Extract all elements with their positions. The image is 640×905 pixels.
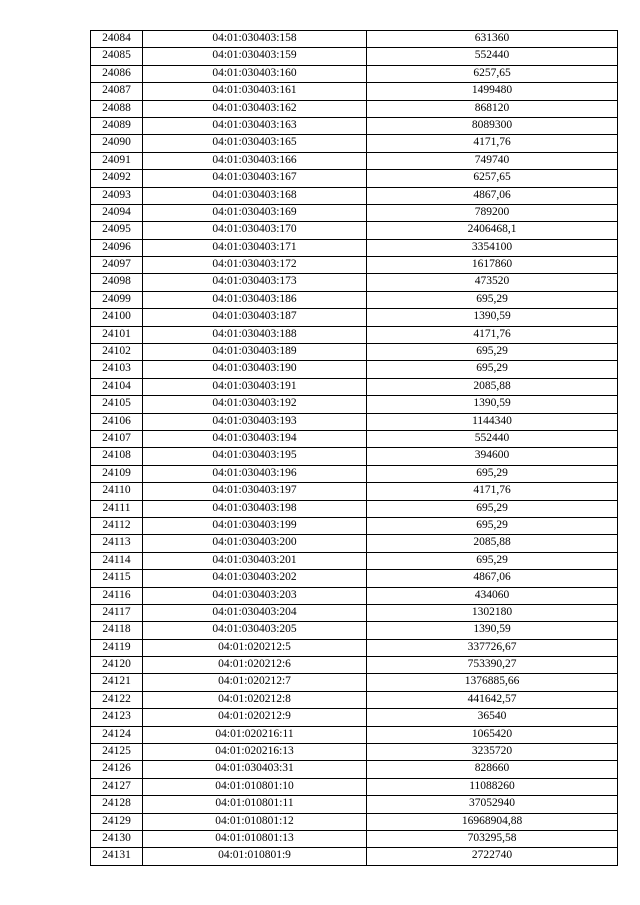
cadastral-value-cell: 552440: [367, 430, 618, 447]
row-number-cell: 24121: [91, 674, 143, 691]
table-row: [91, 117, 618, 134]
cadastral-number-cell: 04:01:030403:165: [143, 135, 367, 152]
cadastral-value-cell: 441642,57: [367, 691, 618, 708]
table-row: [91, 100, 618, 117]
cadastral-number-cell: 04:01:020212:6: [143, 657, 367, 674]
table-row: [91, 604, 618, 621]
table-row: [91, 257, 618, 274]
cadastral-number-cell: 04:01:020216:13: [143, 744, 367, 761]
table-row: [91, 761, 618, 778]
cadastral-number-cell: 04:01:030403:167: [143, 170, 367, 187]
cadastral-number-cell: 04:01:030403:173: [143, 274, 367, 291]
table-row: [91, 378, 618, 395]
cadastral-value-cell: 6257,65: [367, 170, 618, 187]
cadastral-value-cell: 631360: [367, 31, 618, 48]
cadastral-number-cell: 04:01:030403:162: [143, 100, 367, 117]
cadastral-value-cell: 695,29: [367, 465, 618, 482]
row-number-cell: 24085: [91, 48, 143, 65]
cadastral-value-cell: 434060: [367, 587, 618, 604]
cadastral-value-cell: 1144340: [367, 413, 618, 430]
row-number-cell: 24108: [91, 448, 143, 465]
cadastral-value-cell: 695,29: [367, 344, 618, 361]
cadastral-number-cell: 04:01:030403:187: [143, 309, 367, 326]
row-number-cell: 24114: [91, 552, 143, 569]
cadastral-value-cell: 753390,27: [367, 657, 618, 674]
cadastral-number-cell: 04:01:020212:5: [143, 639, 367, 656]
cadastral-number-cell: 04:01:030403:205: [143, 622, 367, 639]
cadastral-number-cell: 04:01:030403:197: [143, 483, 367, 500]
cadastral-number-cell: 04:01:010801:10: [143, 778, 367, 795]
cadastral-value-cell: 1617860: [367, 257, 618, 274]
cadastral-value-cell: 37052940: [367, 796, 618, 813]
cadastral-value-cell: 1390,59: [367, 622, 618, 639]
table-row: [91, 535, 618, 552]
table-row: [91, 500, 618, 517]
cadastral-value-cell: 695,29: [367, 291, 618, 308]
cadastral-number-cell: 04:01:020212:9: [143, 709, 367, 726]
table-row: [91, 570, 618, 587]
cadastral-number-cell: 04:01:010801:11: [143, 796, 367, 813]
table-row: [91, 622, 618, 639]
cadastral-value-cell: 1499480: [367, 83, 618, 100]
row-number-cell: 24110: [91, 483, 143, 500]
row-number-cell: 24128: [91, 796, 143, 813]
table-row: [91, 309, 618, 326]
cadastral-value-cell: 3354100: [367, 239, 618, 256]
row-number-cell: 24131: [91, 848, 143, 865]
cadastral-number-cell: 04:01:030403:163: [143, 117, 367, 134]
table-row: [91, 848, 618, 865]
cadastral-value-cell: 1302180: [367, 604, 618, 621]
cadastral-number-cell: 04:01:030403:158: [143, 31, 367, 48]
cadastral-number-cell: 04:01:030403:192: [143, 396, 367, 413]
table-row: [91, 274, 618, 291]
row-number-cell: 24103: [91, 361, 143, 378]
table-row: [91, 65, 618, 82]
table-row: [91, 691, 618, 708]
row-number-cell: 24099: [91, 291, 143, 308]
row-number-cell: 24095: [91, 222, 143, 239]
cadastral-value-cell: 11088260: [367, 778, 618, 795]
cadastral-number-cell: 04:01:030403:201: [143, 552, 367, 569]
cadastral-number-cell: 04:01:030403:168: [143, 187, 367, 204]
row-number-cell: 24109: [91, 465, 143, 482]
cadastral-value-cell: 4867,06: [367, 187, 618, 204]
table-row: [91, 796, 618, 813]
cadastral-number-cell: 04:01:030403:166: [143, 152, 367, 169]
cadastral-number-cell: 04:01:030403:193: [143, 413, 367, 430]
table-row: [91, 344, 618, 361]
cadastral-value-cell: 695,29: [367, 500, 618, 517]
table-row: [91, 552, 618, 569]
cadastral-value-cell: 4171,76: [367, 326, 618, 343]
cadastral-value-cell: 1376885,66: [367, 674, 618, 691]
cadastral-number-cell: 04:01:030403:161: [143, 83, 367, 100]
table-row: [91, 291, 618, 308]
cadastral-value-cell: 749740: [367, 152, 618, 169]
cadastral-value-cell: 1390,59: [367, 309, 618, 326]
cadastral-number-cell: 04:01:030403:160: [143, 65, 367, 82]
row-number-cell: 24092: [91, 170, 143, 187]
cadastral-number-cell: 04:01:030403:190: [143, 361, 367, 378]
row-number-cell: 24113: [91, 535, 143, 552]
row-number-cell: 24105: [91, 396, 143, 413]
table-row: [91, 413, 618, 430]
cadastral-number-cell: 04:01:030403:186: [143, 291, 367, 308]
cadastral-value-cell: 36540: [367, 709, 618, 726]
cadastral-value-cell: 789200: [367, 204, 618, 221]
cadastral-number-cell: 04:01:030403:198: [143, 500, 367, 517]
table-row: [91, 465, 618, 482]
cadastral-value-cell: 2406468,1: [367, 222, 618, 239]
cadastral-value-cell: 6257,65: [367, 65, 618, 82]
table-row: [91, 744, 618, 761]
table-row: [91, 187, 618, 204]
row-number-cell: 24115: [91, 570, 143, 587]
cadastral-value-cell: 1390,59: [367, 396, 618, 413]
row-number-cell: 24119: [91, 639, 143, 656]
cadastral-number-cell: 04:01:020212:8: [143, 691, 367, 708]
row-number-cell: 24096: [91, 239, 143, 256]
table-row: [91, 204, 618, 221]
cadastral-value-cell: 695,29: [367, 552, 618, 569]
cadastral-number-cell: 04:01:020212:7: [143, 674, 367, 691]
cadastral-number-cell: 04:01:030403:172: [143, 257, 367, 274]
cadastral-number-cell: 04:01:030403:171: [143, 239, 367, 256]
row-number-cell: 24111: [91, 500, 143, 517]
row-number-cell: 24122: [91, 691, 143, 708]
cadastral-value-cell: 1065420: [367, 726, 618, 743]
cadastral-number-cell: 04:01:030403:195: [143, 448, 367, 465]
cadastral-value-cell: 473520: [367, 274, 618, 291]
cadastral-number-cell: 04:01:030403:203: [143, 587, 367, 604]
cadastral-number-cell: 04:01:020216:11: [143, 726, 367, 743]
row-number-cell: 24091: [91, 152, 143, 169]
table-row: [91, 726, 618, 743]
table-row: [91, 326, 618, 343]
table-row: [91, 430, 618, 447]
row-number-cell: 24126: [91, 761, 143, 778]
table-row: [91, 830, 618, 847]
table-row: [91, 448, 618, 465]
table-row: [91, 657, 618, 674]
table-row: [91, 674, 618, 691]
row-number-cell: 24100: [91, 309, 143, 326]
cadastral-value-cell: 2085,88: [367, 535, 618, 552]
table-row: [91, 152, 618, 169]
row-number-cell: 24104: [91, 378, 143, 395]
cadastral-value-cell: 4171,76: [367, 483, 618, 500]
cadastral-number-cell: 04:01:010801:9: [143, 848, 367, 865]
cadastral-number-cell: 04:01:030403:169: [143, 204, 367, 221]
cadastral-value-cell: 4867,06: [367, 570, 618, 587]
table-row: [91, 48, 618, 65]
cadastral-number-cell: 04:01:030403:31: [143, 761, 367, 778]
row-number-cell: 24124: [91, 726, 143, 743]
row-number-cell: 24102: [91, 344, 143, 361]
cadastral-value-cell: 695,29: [367, 517, 618, 534]
cadastral-value-cell: 828660: [367, 761, 618, 778]
table-body: [91, 31, 618, 866]
table-row: [91, 135, 618, 152]
table-row: [91, 239, 618, 256]
row-number-cell: 24125: [91, 744, 143, 761]
row-number-cell: 24112: [91, 517, 143, 534]
table-row: [91, 361, 618, 378]
cadastral-value-cell: 4171,76: [367, 135, 618, 152]
cadastral-number-cell: 04:01:030403:191: [143, 378, 367, 395]
cadastral-number-cell: 04:01:030403:199: [143, 517, 367, 534]
cadastral-value-cell: 3235720: [367, 744, 618, 761]
row-number-cell: 24090: [91, 135, 143, 152]
row-number-cell: 24107: [91, 430, 143, 447]
cadastral-number-cell: 04:01:030403:188: [143, 326, 367, 343]
row-number-cell: 24097: [91, 257, 143, 274]
cadastral-value-cell: 552440: [367, 48, 618, 65]
cadastral-value-cell: 8089300: [367, 117, 618, 134]
row-number-cell: 24130: [91, 830, 143, 847]
table-row: [91, 31, 618, 48]
table-row: [91, 83, 618, 100]
cadastral-value-table: [90, 30, 618, 866]
row-number-cell: 24129: [91, 813, 143, 830]
cadastral-value-cell: 695,29: [367, 361, 618, 378]
row-number-cell: 24098: [91, 274, 143, 291]
table-row: [91, 483, 618, 500]
row-number-cell: 24101: [91, 326, 143, 343]
cadastral-number-cell: 04:01:030403:194: [143, 430, 367, 447]
cadastral-value-cell: 394600: [367, 448, 618, 465]
table-row: [91, 222, 618, 239]
cadastral-value-cell: 2722740: [367, 848, 618, 865]
cadastral-number-cell: 04:01:030403:196: [143, 465, 367, 482]
cadastral-number-cell: 04:01:030403:200: [143, 535, 367, 552]
table-row: [91, 170, 618, 187]
cadastral-number-cell: 04:01:030403:170: [143, 222, 367, 239]
cadastral-number-cell: 04:01:030403:189: [143, 344, 367, 361]
row-number-cell: 24117: [91, 604, 143, 621]
row-number-cell: 24118: [91, 622, 143, 639]
cadastral-number-cell: 04:01:030403:202: [143, 570, 367, 587]
row-number-cell: 24094: [91, 204, 143, 221]
cadastral-number-cell: 04:01:030403:159: [143, 48, 367, 65]
cadastral-value-cell: 703295,58: [367, 830, 618, 847]
table-row: [91, 587, 618, 604]
row-number-cell: 24123: [91, 709, 143, 726]
table-row: [91, 639, 618, 656]
table-row: [91, 813, 618, 830]
row-number-cell: 24093: [91, 187, 143, 204]
table-row: [91, 396, 618, 413]
cadastral-number-cell: 04:01:010801:12: [143, 813, 367, 830]
row-number-cell: 24089: [91, 117, 143, 134]
table-row: [91, 709, 618, 726]
row-number-cell: 24087: [91, 83, 143, 100]
table-row: [91, 778, 618, 795]
row-number-cell: 24127: [91, 778, 143, 795]
table-row: [91, 517, 618, 534]
cadastral-value-cell: 2085,88: [367, 378, 618, 395]
row-number-cell: 24106: [91, 413, 143, 430]
cadastral-value-cell: 337726,67: [367, 639, 618, 656]
cadastral-number-cell: 04:01:030403:204: [143, 604, 367, 621]
cadastral-number-cell: 04:01:010801:13: [143, 830, 367, 847]
row-number-cell: 24088: [91, 100, 143, 117]
cadastral-value-cell: 868120: [367, 100, 618, 117]
row-number-cell: 24116: [91, 587, 143, 604]
row-number-cell: 24086: [91, 65, 143, 82]
cadastral-value-cell: 16968904,88: [367, 813, 618, 830]
row-number-cell: 24120: [91, 657, 143, 674]
row-number-cell: 24084: [91, 31, 143, 48]
